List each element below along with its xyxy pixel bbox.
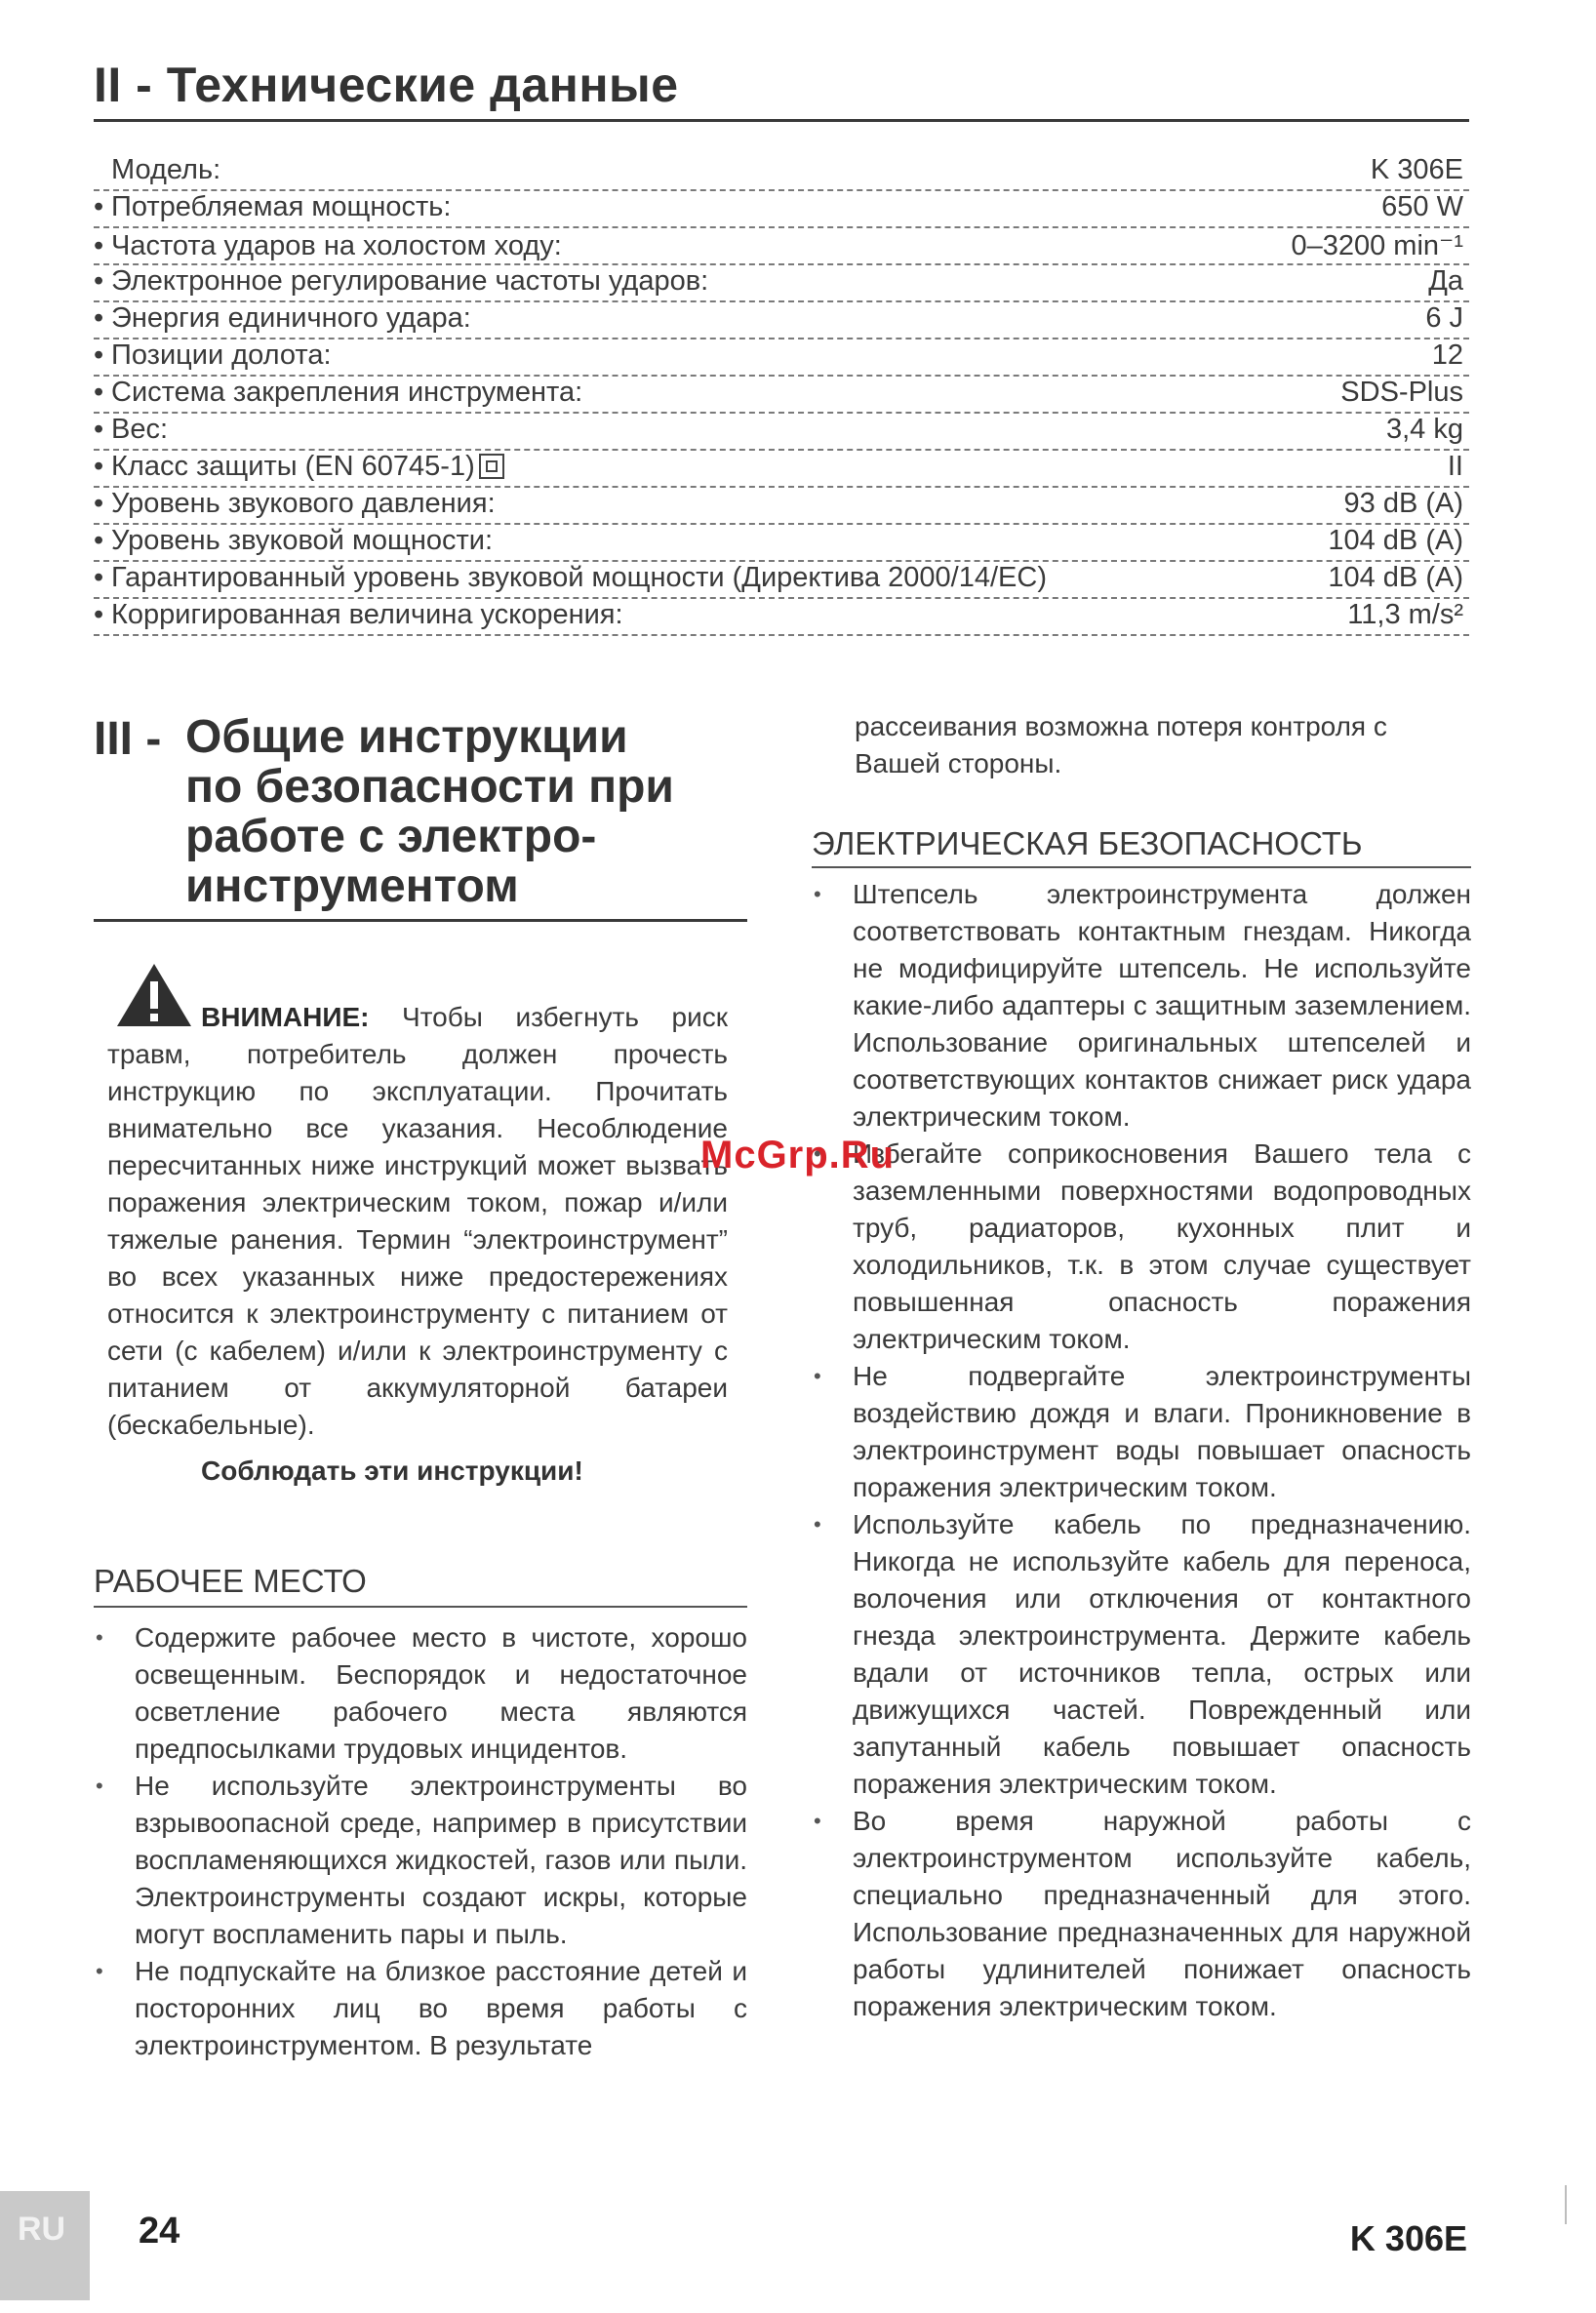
spec-bullet: • bbox=[94, 525, 104, 556]
spec-bullet: • bbox=[94, 265, 104, 297]
spec-row bbox=[94, 339, 1469, 377]
spec-label-text: Уровень звукового давления: bbox=[111, 488, 496, 519]
spec-bullet: • bbox=[94, 302, 104, 334]
warning-label: ВНИМАНИЕ: bbox=[201, 1002, 370, 1032]
spec-row bbox=[94, 154, 1469, 191]
spec-bullet: • bbox=[94, 339, 104, 371]
spec-label bbox=[111, 488, 496, 520]
section-3-title-line: Общие инструкции bbox=[185, 711, 628, 763]
spec-label bbox=[111, 265, 708, 298]
spec-label-text: Система закрепления инструмента: bbox=[111, 377, 583, 408]
workplace-heading: РАБОЧЕЕ МЕСТО bbox=[94, 1563, 367, 1599]
list-item: • Не подпускайте на близкое расстояние детей и посторонних лиц во время работы с электроинструментом. В результате bbox=[94, 1953, 747, 2064]
spec-value: Да bbox=[1428, 265, 1463, 297]
spec-row bbox=[94, 265, 1469, 302]
spec-value: 650 W bbox=[1381, 191, 1463, 222]
spec-value: SDS-Plus bbox=[1340, 377, 1463, 408]
spec-value: 12 bbox=[1431, 339, 1463, 371]
electrical-heading-rule bbox=[812, 866, 1471, 868]
spec-table bbox=[94, 154, 1469, 636]
section-3-title bbox=[185, 712, 751, 911]
spec-label-text: Потребляемая мощность: bbox=[111, 191, 452, 222]
spec-label-text: Уровень звуковой мощности: bbox=[111, 525, 494, 556]
section-3-title-line: работе с электро- bbox=[185, 811, 597, 862]
list-item: • Содержите рабочее место в чистоте, хорошо освещенным. Беспорядок и недостаточное осветление рабочего места являются предпосылками трудовых инцидентов. bbox=[94, 1619, 747, 1768]
spec-label-text: Позиции долота: bbox=[111, 339, 332, 371]
list-item: • Используйте кабель по предназначению. Никогда не используйте кабель для переноса, волочения или отключения от контактного гнезда электроинструмента. Держите кабель вдали от источников тепла, острых или движущихся частей. Поврежденный или запутанный кабель повышает опасность поражения электрическим током. bbox=[812, 1506, 1471, 1803]
spec-row bbox=[94, 191, 1469, 228]
workplace-list bbox=[94, 1619, 747, 2064]
spec-value: 104 dB (A) bbox=[1328, 525, 1463, 556]
spec-label bbox=[111, 451, 504, 483]
section-3-title-line: инструментом bbox=[185, 860, 519, 912]
spec-value: 0–3200 min⁻¹ bbox=[1291, 230, 1463, 261]
warning-text: Чтобы избегнуть риск травм, потребитель должен прочесть инструкцию по эксплуатации. Прочитать внимательно все указания. Несоблюдение пересчитанных ниже инструкций может вызвать поражения электрическим током, пожар и/или тяжелые ранения. Термин “электроинструмент” во всех указанных ниже предостережениях относится к электроинструменту с питанием от сети (с кабелем) и/или к электроинструменту с питанием от аккумуляторной батареи (бескабельные). bbox=[107, 1002, 728, 1440]
spec-bullet: • bbox=[94, 191, 104, 222]
spec-label bbox=[111, 339, 332, 372]
section-2-divider bbox=[94, 119, 1469, 122]
spec-bullet: • bbox=[94, 562, 104, 593]
spec-row bbox=[94, 562, 1469, 599]
page-edge-mark bbox=[1565, 2185, 1567, 2224]
electrical-safety-heading: ЭЛЕКТРИЧЕСКАЯ БЕЗОПАСНОСТЬ bbox=[812, 825, 1363, 861]
spec-bullet: • bbox=[94, 230, 104, 261]
spec-row bbox=[94, 451, 1469, 488]
watermark-link[interactable]: McGrp.Ru bbox=[700, 1134, 896, 1176]
spec-row bbox=[94, 525, 1469, 562]
spec-value: 104 dB (A) bbox=[1328, 562, 1463, 593]
spec-label-text: Корригированная величина ускорения: bbox=[111, 599, 623, 630]
spec-label bbox=[111, 414, 168, 446]
spec-value: K 306E bbox=[1370, 154, 1463, 185]
spec-row bbox=[94, 414, 1469, 451]
section-3-title-line: по безопасности при bbox=[185, 761, 674, 813]
workplace-heading-rule bbox=[94, 1606, 747, 1608]
observe-instructions-note: Соблюдать эти инструкции! bbox=[201, 1456, 583, 1486]
spec-label-text: Электронное регулирование частоты ударов: bbox=[111, 265, 709, 297]
continuation-text: рассеивания возможна потеря контроля с Вашей стороны. bbox=[855, 711, 1387, 778]
spec-value: 3,4 kg bbox=[1386, 414, 1463, 445]
list-item: • Не используйте электроинструменты во взрывоопасной среде, например в присутствии воспламеняющихся жидкостей, газов или пыли. Электроинструменты создают искры, которые могут воспламенить пары и пыль. bbox=[94, 1768, 747, 1953]
spec-bullet: • bbox=[94, 414, 104, 445]
language-label: RU bbox=[18, 2211, 66, 2248]
list-item: • Не подвергайте электроинструменты воздействию дождя и влаги. Проникновение в электроинструмент воды повышает опасность поражения электрическим током. bbox=[812, 1358, 1471, 1506]
spec-label bbox=[111, 377, 582, 409]
footer-model: K 306E bbox=[1349, 2218, 1467, 2258]
protection-class-ii-icon bbox=[479, 454, 504, 479]
electrical-safety-list bbox=[812, 876, 1471, 2025]
spec-value: 93 dB (A) bbox=[1343, 488, 1463, 519]
spec-label-text: Модель: bbox=[111, 154, 221, 185]
list-item: • Штепсель электроинструмента должен соответствовать контактным гнездам. Никогда не модифицируйте штепсель. Не используйте какие-либо адаптеры с защитным заземлением. Использование оригинальных штепселей и соответствующих контактов снижает риск удара электрическим током. bbox=[812, 876, 1471, 1136]
spec-value: 11,3 m/s² bbox=[1347, 599, 1463, 630]
list-item: • Избегайте соприкосновения Вашего тела с заземленными поверхностями водопроводных труб, радиаторов, кухонных плит и холодильников, т.к. в этом случае существует повышенная опасность поражения электрическим током. bbox=[812, 1136, 1471, 1358]
section-3-divider bbox=[94, 919, 747, 922]
spec-bullet: • bbox=[94, 599, 104, 630]
spec-label bbox=[111, 154, 220, 186]
spec-label bbox=[111, 191, 451, 223]
spec-row bbox=[94, 488, 1469, 525]
spec-bullet: • bbox=[94, 488, 104, 519]
spec-row bbox=[94, 599, 1469, 636]
spec-label bbox=[111, 599, 623, 631]
warning-paragraph bbox=[107, 999, 728, 1444]
section-2-title: II - Технические данные bbox=[94, 58, 679, 112]
section-3-number: III - bbox=[94, 713, 162, 765]
spec-label-text: Вес: bbox=[111, 414, 169, 445]
page-number: 24 bbox=[139, 2211, 180, 2252]
spec-value: 6 J bbox=[1425, 302, 1463, 334]
spec-label-text: Класс защиты (EN 60745-1) bbox=[111, 451, 475, 482]
spec-value: II bbox=[1447, 451, 1463, 482]
list-item: • Во время наружной работы с электроинструментом используйте кабель, специально предназначенный для этого. Использование предназначенных для наружной работы удлинителей понижает опасность поражения электрическим током. bbox=[812, 1803, 1471, 2025]
spec-bullet: • bbox=[94, 377, 104, 408]
spec-row bbox=[94, 302, 1469, 339]
spec-label bbox=[111, 302, 471, 335]
spec-label-text: Энергия единичного удара: bbox=[111, 302, 471, 334]
spec-label bbox=[111, 562, 1047, 594]
spec-bullet: • bbox=[94, 451, 104, 482]
spec-row bbox=[94, 377, 1469, 414]
spec-label-text: Частота ударов на холостом ходу: bbox=[111, 230, 562, 261]
spec-label-text: Гарантированный уровень звуковой мощности (Директива 2000/14/EC) bbox=[111, 562, 1047, 593]
spec-row bbox=[94, 228, 1469, 265]
spec-label bbox=[111, 230, 562, 262]
spec-label bbox=[111, 525, 493, 557]
